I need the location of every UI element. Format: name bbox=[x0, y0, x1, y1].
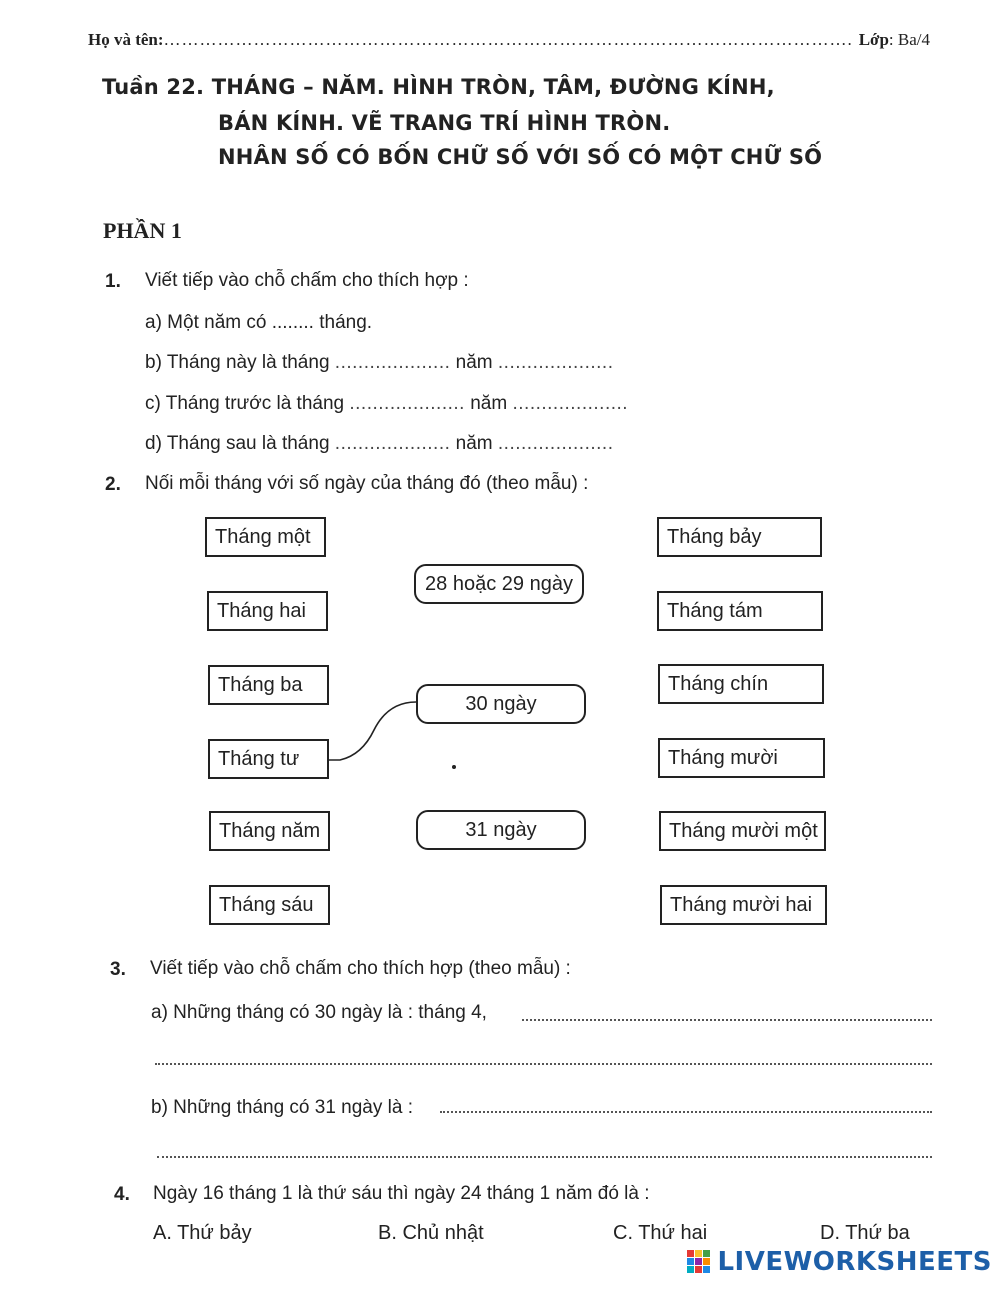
q4-choice-c[interactable]: C. Thứ hai bbox=[613, 1222, 708, 1244]
q3-prompt: Viết tiếp vào chỗ chấm cho thích hợp (theo mẫu) : bbox=[150, 958, 571, 979]
month-box-2[interactable]: Tháng hai bbox=[207, 591, 328, 631]
q3-a-blank-1[interactable] bbox=[522, 1019, 932, 1021]
days-pill-31[interactable]: 31 ngày bbox=[416, 810, 586, 850]
q1-number: 1. bbox=[105, 271, 121, 292]
section-heading: PHẦN 1 bbox=[103, 218, 182, 243]
q3-b-blank-1[interactable] bbox=[440, 1111, 932, 1113]
month-box-5[interactable]: Tháng năm bbox=[209, 811, 330, 851]
q4-choice-b[interactable]: B. Chủ nhật bbox=[378, 1222, 484, 1244]
days-pill-30[interactable]: 30 ngày bbox=[416, 684, 586, 724]
days-pill-28-29[interactable]: 28 hoặc 29 ngày bbox=[414, 564, 584, 604]
q3-b-blank-2[interactable] bbox=[157, 1156, 932, 1158]
q1-a: a) Một năm có ........ tháng. bbox=[145, 312, 373, 333]
month-box-8[interactable]: Tháng tám bbox=[657, 591, 823, 631]
class-label: Lớp bbox=[858, 30, 889, 49]
sample-connector-line bbox=[327, 702, 416, 760]
name-dots: ……………………………………………………………………………………………………. bbox=[163, 30, 853, 49]
q1-d-year-label: năm bbox=[455, 433, 493, 454]
logo-grid-icon bbox=[687, 1250, 711, 1274]
title-line-3: NHÂN SỐ CÓ BỐN CHỮ SỐ VỚI SỐ CÓ MỘT CHỮ SỐ bbox=[218, 145, 823, 169]
month-box-6[interactable]: Tháng sáu bbox=[209, 885, 330, 925]
q4-choice-a[interactable]: A. Thứ bảy bbox=[153, 1222, 252, 1244]
q1-b-year-label: năm bbox=[455, 352, 493, 373]
q4-prompt: Ngày 16 tháng 1 là thứ sáu thì ngày 24 tháng 1 năm đó là : bbox=[153, 1183, 650, 1204]
q3-number: 3. bbox=[110, 959, 126, 980]
q2-number: 2. bbox=[105, 474, 121, 495]
q3-a: a) Những tháng có 30 ngày là : tháng 4, bbox=[151, 1002, 487, 1023]
q1-d-year-blank[interactable]: .................... bbox=[497, 433, 614, 454]
q1-b-text: b) Tháng này là tháng bbox=[145, 352, 330, 373]
q3-a-blank-2[interactable] bbox=[155, 1063, 932, 1065]
name-label: Họ và tên: bbox=[88, 30, 164, 49]
month-box-1[interactable]: Tháng một bbox=[205, 517, 326, 557]
q1-c-year-blank[interactable]: .................... bbox=[512, 393, 629, 414]
q1-c-year-label: năm bbox=[470, 393, 508, 414]
title-line-2: BÁN KÍNH. VẼ TRANG TRÍ HÌNH TRÒN. bbox=[218, 111, 671, 135]
q1-d-month-blank[interactable]: .................... bbox=[334, 433, 451, 454]
q1-b-month-blank[interactable]: .................... bbox=[334, 352, 451, 373]
class-value: : Ba/4 bbox=[888, 30, 930, 49]
q2-prompt: Nối mỗi tháng với số ngày của tháng đó (theo mẫu) : bbox=[145, 473, 589, 494]
logo-text: LIVEWORKSHEETS bbox=[717, 1247, 992, 1277]
stray-dot bbox=[452, 765, 456, 769]
month-box-11[interactable]: Tháng mười một bbox=[659, 811, 826, 851]
q1-c-month-blank[interactable]: .................... bbox=[349, 393, 465, 414]
q1-prompt: Viết tiếp vào chỗ chấm cho thích hợp : bbox=[145, 270, 469, 291]
q3-b: b) Những tháng có 31 ngày là : bbox=[151, 1097, 414, 1118]
month-box-9[interactable]: Tháng chín bbox=[658, 664, 824, 704]
liveworksheets-logo bbox=[687, 1247, 992, 1277]
q1-c-text: c) Tháng trước là tháng bbox=[145, 393, 345, 414]
month-box-7[interactable]: Tháng bảy bbox=[657, 517, 822, 557]
q1-b-year-blank[interactable]: .................... bbox=[497, 352, 614, 373]
month-box-3[interactable]: Tháng ba bbox=[208, 665, 329, 705]
month-box-10[interactable]: Tháng mười bbox=[658, 738, 825, 778]
month-box-4[interactable]: Tháng tư bbox=[208, 739, 329, 779]
q4-choice-d[interactable]: D. Thứ ba bbox=[820, 1222, 910, 1244]
title-line-1: Tuần 22. THÁNG – NĂM. HÌNH TRÒN, TÂM, ĐƯỜNG KÍNH, bbox=[102, 75, 775, 99]
q1-d-text: d) Tháng sau là tháng bbox=[145, 433, 330, 454]
q4-number: 4. bbox=[114, 1184, 130, 1205]
month-box-12[interactable]: Tháng mười hai bbox=[660, 885, 827, 925]
